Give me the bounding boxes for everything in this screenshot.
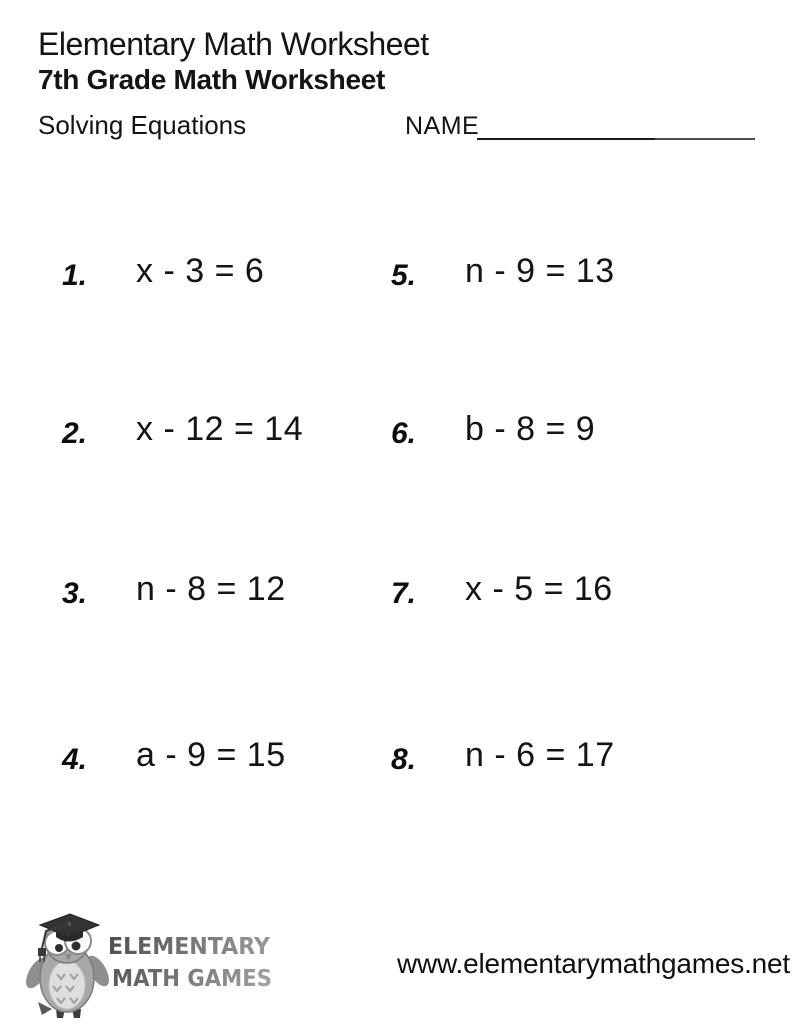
problem-number: 3. [62, 577, 88, 610]
problem-7 [391, 570, 613, 609]
problem-8 [391, 736, 615, 775]
page-title: Elementary Math Worksheet [38, 26, 429, 62]
name-label: NAME [405, 112, 480, 140]
problem-equation: x - 12 = 14 [136, 410, 304, 448]
problem-5 [391, 252, 615, 291]
problem-row [0, 252, 800, 304]
problem-row [0, 736, 800, 788]
problem-equation: a - 9 = 15 [136, 736, 286, 774]
problem-6 [391, 410, 595, 449]
problem-3 [62, 570, 286, 609]
problem-row [0, 570, 800, 622]
problem-equation: x - 5 = 16 [465, 570, 613, 608]
problem-equation: n - 8 = 12 [136, 570, 286, 608]
problem-equation: x - 3 = 6 [136, 252, 265, 290]
problem-number: 7. [391, 577, 417, 610]
problem-2 [62, 410, 303, 449]
problem-number: 6. [391, 417, 417, 450]
problem-number: 8. [391, 743, 417, 776]
logo-wordmark [102, 926, 278, 1004]
logo-line-1: ELEMENTARY [108, 934, 271, 960]
name-blank-line [477, 138, 755, 140]
problem-number: 5. [391, 259, 417, 292]
logo-line-2: MATH GAMES [112, 966, 272, 992]
problem-4 [62, 736, 286, 775]
problem-number: 2. [62, 417, 88, 450]
problem-equation: b - 8 = 9 [465, 410, 596, 448]
problem-row [0, 410, 800, 462]
problem-1 [62, 252, 264, 291]
problem-number: 1. [62, 259, 88, 292]
owl-graduation-cap-icon [26, 910, 110, 1020]
problem-equation: n - 9 = 13 [465, 252, 615, 290]
name-line-segment [655, 138, 755, 140]
problem-equation: n - 6 = 17 [465, 736, 615, 774]
name-line-segment [477, 138, 657, 140]
elementary-math-games-logo [26, 910, 278, 1020]
worksheet-topic: Solving Equations [38, 110, 247, 140]
website-url: www.elementarymathgames.net [397, 948, 790, 979]
page-subtitle: 7th Grade Math Worksheet [38, 64, 386, 95]
problem-number: 4. [62, 743, 88, 776]
